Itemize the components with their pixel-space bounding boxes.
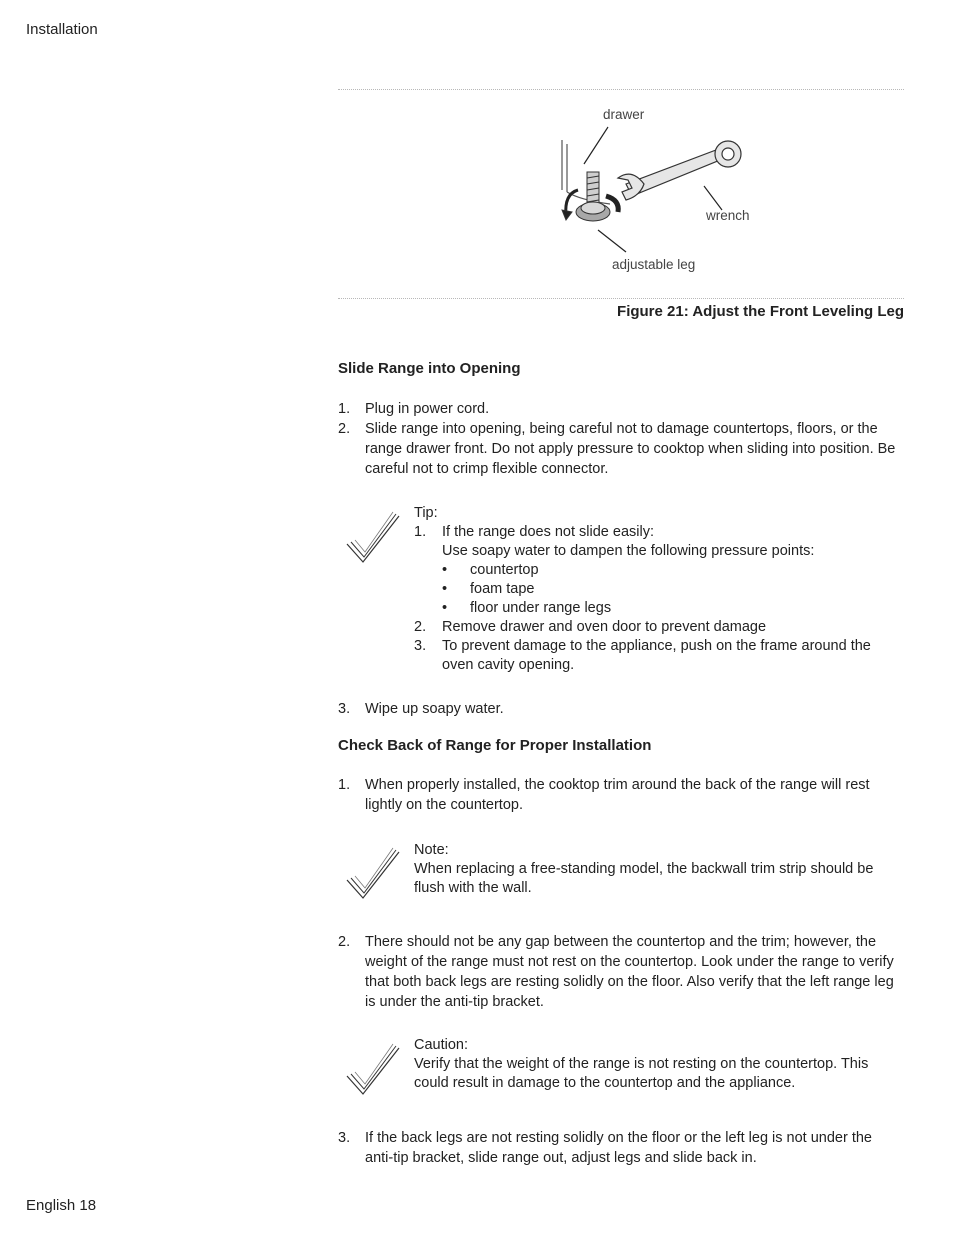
figure-label-drawer: drawer	[603, 107, 645, 122]
tip-bullet-text: countertop	[470, 562, 539, 578]
tip-item-number: 2.	[414, 619, 427, 635]
step-text: There should not be any gap between the countertop and the trim; however, the weight of the range must not rest on the countertop. Look under the range to verify that both back legs are resting solidly on the floor. Also verify that the left range leg is under the anti-tip bracket.	[365, 934, 894, 1010]
step-number: 1.	[338, 401, 351, 417]
leg-leader-line	[598, 230, 626, 252]
step-number: 3.	[338, 1130, 351, 1146]
tip-block	[414, 504, 904, 675]
step-text: If the back legs are not resting solidly on the floor or the left leg is not under the anti-tip bracket, slide range out, adjust legs and slide back in.	[365, 1130, 872, 1166]
tip-bullet-text: floor under range legs	[470, 600, 612, 616]
tip-item-number: 1.	[414, 524, 427, 540]
step-text: Slide range into opening, being careful not to damage countertops, floors, or the range drawer front. Do not apply pressure to cooktop when sliding into position. Be careful not to crimp flexible connector.	[365, 421, 896, 477]
tip-intro-text: Use soapy water to dampen the following pressure points:	[442, 543, 815, 559]
page-footer-number: English 18	[26, 1197, 97, 1214]
leveling-leg-illustration	[540, 100, 780, 260]
step-text: When properly installed, the cooktop trim around the back of the range will rest lightly on the countertop.	[365, 777, 870, 813]
list-item	[338, 775, 904, 815]
tip-bullet	[442, 580, 904, 599]
tip-item	[414, 637, 904, 675]
section-heading-check-back: Check Back of Range for Proper Installation	[338, 737, 652, 754]
step-number: 2.	[338, 421, 351, 437]
figure-bottom-rule	[338, 298, 904, 299]
drawer-leader-line	[584, 127, 608, 164]
wrench-illustration	[618, 141, 741, 200]
checkmark-icon	[343, 1042, 403, 1098]
caution-text: Verify that the weight of the range is not resting on the countertop. This could result in damage to the countertop and the appliance.	[414, 1056, 869, 1091]
tip-item	[414, 618, 904, 637]
tip-bullet	[442, 599, 904, 618]
tip-bullet-text: foam tape	[470, 581, 535, 597]
list-item	[338, 399, 904, 419]
step-text: Wipe up soapy water.	[365, 701, 504, 717]
wrench-leader-line	[704, 186, 722, 210]
note-block	[414, 841, 904, 898]
tip-item-text: Remove drawer and oven door to prevent damage	[442, 619, 767, 635]
adjustable-leg-illustration	[562, 172, 618, 221]
section-heading-slide-range: Slide Range into Opening	[338, 360, 521, 377]
figure-top-rule	[338, 89, 904, 90]
step-number: 2.	[338, 934, 351, 950]
tip-item-text: If the range does not slide easily:	[442, 524, 654, 540]
figure-label-adjustable-leg: adjustable leg	[612, 257, 696, 272]
note-label: Note:	[414, 842, 449, 858]
checkmark-icon	[343, 846, 403, 902]
tip-intro	[414, 542, 904, 561]
figure-label-wrench: wrench	[706, 208, 750, 223]
step-number: 3.	[338, 701, 351, 717]
bullet-dot: •	[442, 600, 448, 616]
step-text: Plug in power cord.	[365, 401, 490, 417]
list-item	[338, 1128, 904, 1168]
checkmark-icon	[343, 510, 403, 566]
tip-label: Tip:	[414, 505, 438, 521]
tip-item-number: 3.	[414, 638, 427, 654]
bullet-dot: •	[442, 581, 448, 597]
tip-item	[414, 523, 904, 542]
note-text: When replacing a free-standing model, the backwall trim strip should be flush with the wall.	[414, 861, 874, 896]
page-header-section: Installation	[26, 21, 98, 38]
bullet-dot: •	[442, 562, 448, 578]
list-item	[338, 932, 904, 1012]
step-number: 1.	[338, 777, 351, 793]
caution-label: Caution:	[414, 1037, 469, 1053]
figure-caption: Figure 21: Adjust the Front Leveling Leg	[617, 303, 904, 320]
list-item	[338, 419, 904, 479]
caution-block	[414, 1036, 904, 1093]
tip-bullet	[442, 561, 904, 580]
list-item	[338, 699, 904, 719]
tip-item-text: To prevent damage to the appliance, push on the frame around the oven cavity opening.	[442, 638, 871, 673]
